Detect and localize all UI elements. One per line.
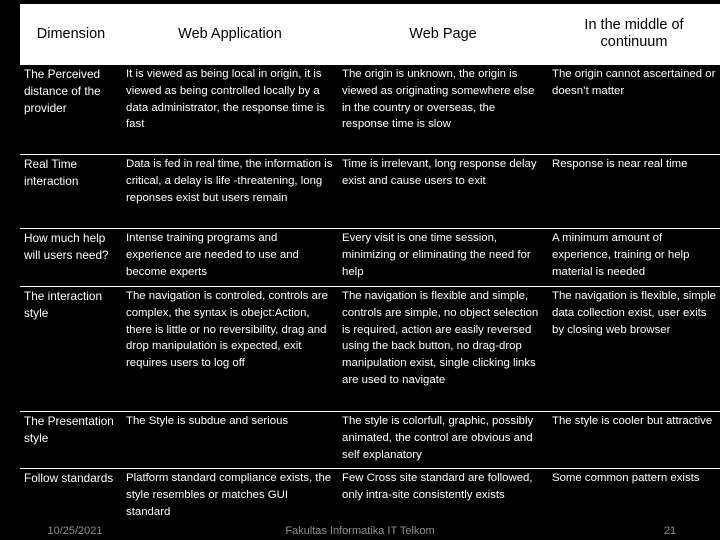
row-dimension-cell: Real Time interaction: [24, 157, 79, 188]
table-row: [20, 469, 720, 525]
web-page-cell: Every visit is one time session, minimizing or eliminating the need for help: [342, 232, 531, 278]
web-application-cell: Data is fed in real time, the information is critical, a delay is life -threatening, long reponses exist but users remain: [126, 158, 333, 204]
web-application-cell: Intense training programs and experience are needed to use and become experts: [126, 232, 299, 278]
web-page-cell: The origin is unknown, the origin is viewed as originating somewhere else in the country or overseas, the response time is slow: [342, 68, 535, 131]
middle-continuum-cell: Response is near real time: [552, 158, 688, 170]
web-application-cell: It is viewed as being local in origin, it is viewed as being controlled locally by a data administrator, the response time is fast: [126, 68, 325, 131]
web-page-cell: The navigation is flexible and simple, controls are simple, no object selection is required, action are easily reversed using the back button, no drag-drop manipulation exist, single clicking links are used to navigate: [342, 290, 539, 386]
row-dimension-cell: The Presentation style: [24, 414, 114, 445]
middle-continuum-cell: The navigation is flexible, simple data collection exist, user exits by closing web browser: [552, 290, 716, 336]
table-row: [20, 412, 720, 469]
header-row: [20, 4, 720, 65]
row-dimension-cell: The Perceived distance of the provider: [24, 67, 101, 115]
middle-continuum-cell: The origin cannot ascertained or doesn’t matter: [552, 68, 716, 97]
web-application-cell: The navigation is controled, controls are complex, the syntax is obejct:Action, there is little or no reversibility, drag and drop manipulation is expected, exit requires users to log off: [126, 290, 328, 370]
web-page-cell: The style is colorfull, graphic, possibly animated, the control are obvious and self explanatory: [342, 415, 534, 461]
header-middle-of-continuum: In the middle of continuum: [548, 4, 720, 65]
header-web-page: Web Page: [338, 4, 548, 65]
table-row: [20, 65, 720, 155]
web-application-cell: Platform standard compliance exists, the style resembles or matches GUI standard: [126, 472, 332, 518]
footer-institution: Fakultas Informatika IT Telkom: [285, 525, 435, 537]
table-row: [20, 287, 720, 412]
header-web-application: Web Application: [122, 4, 338, 65]
row-dimension-cell: Follow standards: [24, 471, 114, 485]
web-page-cell: Time is irrelevant, long response delay exist and cause users to exit: [342, 158, 537, 187]
middle-continuum-cell: A minimum amount of experience, training or help material is needed: [552, 232, 690, 278]
table-row: [20, 155, 720, 229]
header-dimension: Dimension: [20, 4, 122, 65]
middle-continuum-cell: Some common pattern exists: [552, 472, 700, 484]
row-dimension-cell: How much help will users need?: [24, 231, 109, 262]
comparison-table: [20, 4, 720, 524]
web-application-cell: The Style is subdue and serious: [126, 415, 289, 427]
footer-date: 10/25/2021: [47, 525, 103, 537]
page-number: 21: [663, 525, 677, 537]
row-dimension-cell: The interaction style: [24, 289, 103, 320]
web-page-cell: Few Cross site standard are followed, only intra-site consistently exists: [342, 472, 533, 501]
middle-continuum-cell: The style is cooler but attractive: [552, 415, 713, 427]
table-row: [20, 229, 720, 287]
